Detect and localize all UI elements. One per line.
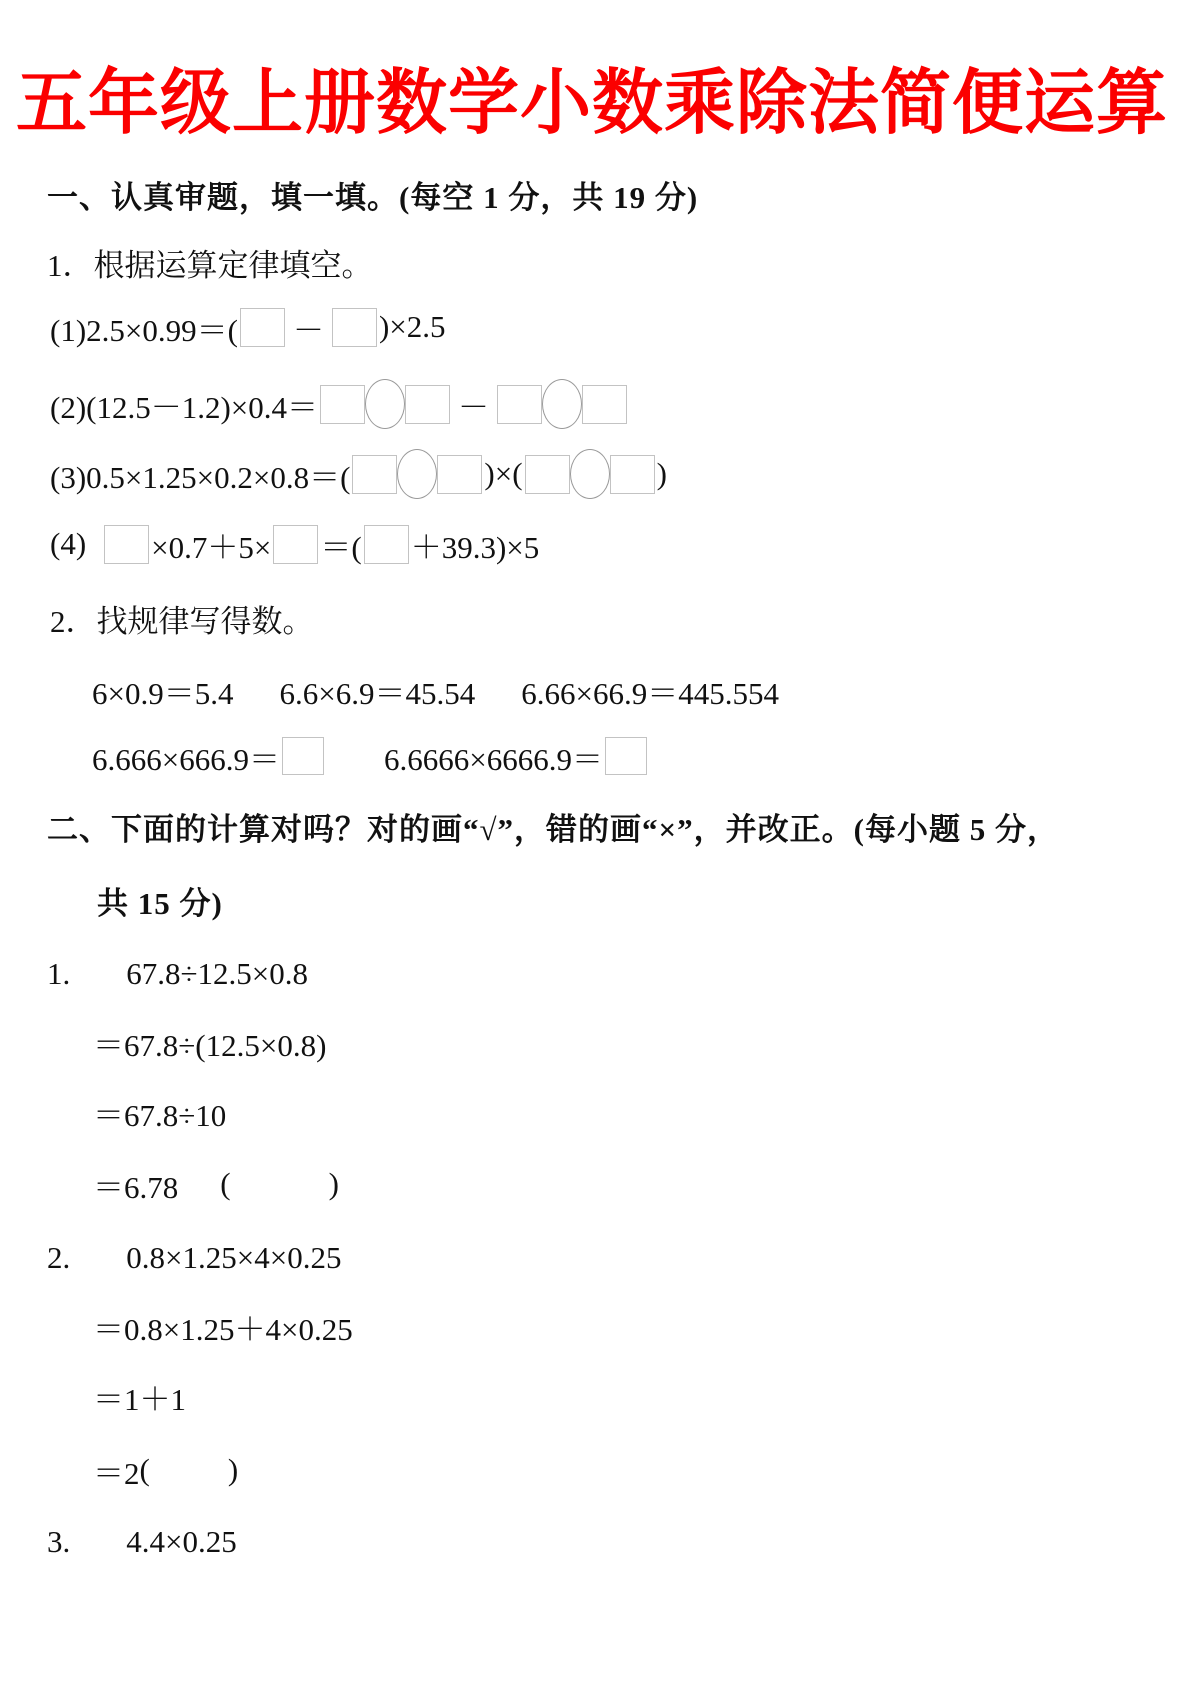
equation-text: ＝(	[320, 529, 362, 565]
spacer	[326, 756, 384, 757]
page-title: 五年级上册数学小数乘除法简便运算	[16, 64, 1169, 143]
fill-line-3	[50, 448, 667, 500]
equation-text: －	[292, 312, 324, 348]
answer-line	[93, 1158, 339, 1210]
answer-box	[352, 455, 397, 494]
question1-label: 1．根据运算定律填空。	[47, 248, 373, 283]
fill-line-2	[50, 378, 629, 430]
operator-oval	[542, 379, 582, 429]
operator-oval	[397, 449, 437, 499]
answer-box	[525, 455, 570, 494]
equation-text: (3)0.5×1.25×0.2×0.8＝(	[50, 459, 351, 495]
operator-oval	[570, 449, 610, 499]
answer-value: ＝2	[93, 1455, 140, 1491]
answer-line	[93, 1444, 238, 1496]
problem-number: 1.	[47, 956, 71, 991]
solution-step: ＝67.8÷10	[93, 1098, 227, 1133]
answer-box	[364, 525, 409, 564]
check-paren-close: )	[227, 1452, 239, 1487]
check-blank	[150, 1470, 228, 1471]
equation-text: (1)2.5×0.99＝(	[50, 312, 238, 348]
fill-line-1	[50, 301, 446, 353]
answer-box	[497, 385, 542, 424]
solution-step: ＝1＋1	[93, 1382, 186, 1417]
section1-heading: 一、认真审题，填一填。(每空 1 分，共 19 分)	[47, 180, 699, 215]
problem-expression: 4.4×0.25	[126, 1524, 237, 1559]
sequence-equation: 6×0.9＝5.4	[92, 675, 234, 711]
sequence-row-1	[92, 664, 779, 716]
sequence-equation: 6.6666×6666.9＝	[383, 741, 603, 777]
check-blank	[231, 1184, 329, 1185]
equation-text: ＋39.3)×5	[410, 529, 540, 565]
problem-row	[47, 948, 308, 1000]
answer-box	[610, 455, 655, 494]
answer-box	[282, 737, 324, 775]
answer-value: ＝6.78	[93, 1169, 179, 1205]
equation-text: )×2.5	[378, 309, 446, 344]
operator-oval	[365, 379, 405, 429]
equation-text: (2)(12.5－1.2)×0.4＝	[50, 389, 319, 425]
answer-box	[582, 385, 627, 424]
section2-heading-continued: 共 15 分)	[97, 886, 223, 921]
equation-text: ×0.7＋5×	[151, 529, 272, 565]
check-paren-open: (	[139, 1452, 150, 1487]
answer-box	[240, 308, 285, 347]
problem-row	[47, 1516, 237, 1568]
problem-row	[47, 1232, 341, 1284]
equation-text: )	[656, 456, 667, 491]
equation-text: (4)	[50, 526, 87, 561]
fill-line-4	[50, 518, 539, 570]
answer-box	[405, 385, 450, 424]
question2-label: 2．找规律写得数。	[50, 604, 314, 639]
problem-number: 2.	[47, 1240, 71, 1275]
answer-box	[104, 525, 149, 564]
sequence-equation: 6.6×6.9＝45.54	[279, 675, 476, 711]
equation-text: )×(	[484, 456, 523, 491]
equation-text: －	[458, 389, 490, 425]
sequence-equation: 6.666×666.9＝	[92, 741, 280, 777]
check-paren-close: )	[328, 1166, 339, 1201]
answer-box	[437, 455, 482, 494]
solution-step: ＝67.8÷(12.5×0.8)	[93, 1028, 327, 1063]
answer-box	[273, 525, 318, 564]
answer-box	[320, 385, 365, 424]
sequence-equation: 6.66×66.9＝445.554	[521, 675, 779, 711]
problem-expression: 0.8×1.25×4×0.25	[126, 1240, 342, 1275]
problem-expression: 67.8÷12.5×0.8	[126, 956, 308, 991]
answer-box	[605, 737, 647, 775]
answer-box	[332, 308, 377, 347]
check-paren-open: (	[220, 1166, 231, 1201]
section2-heading: 二、下面的计算对吗？对的画“√”，错的画“×”，并改正。(每小题 5 分，	[47, 812, 1059, 847]
problem-number: 3.	[47, 1524, 71, 1559]
sequence-row-2	[92, 730, 649, 782]
solution-step: ＝0.8×1.25＋4×0.25	[93, 1312, 353, 1347]
